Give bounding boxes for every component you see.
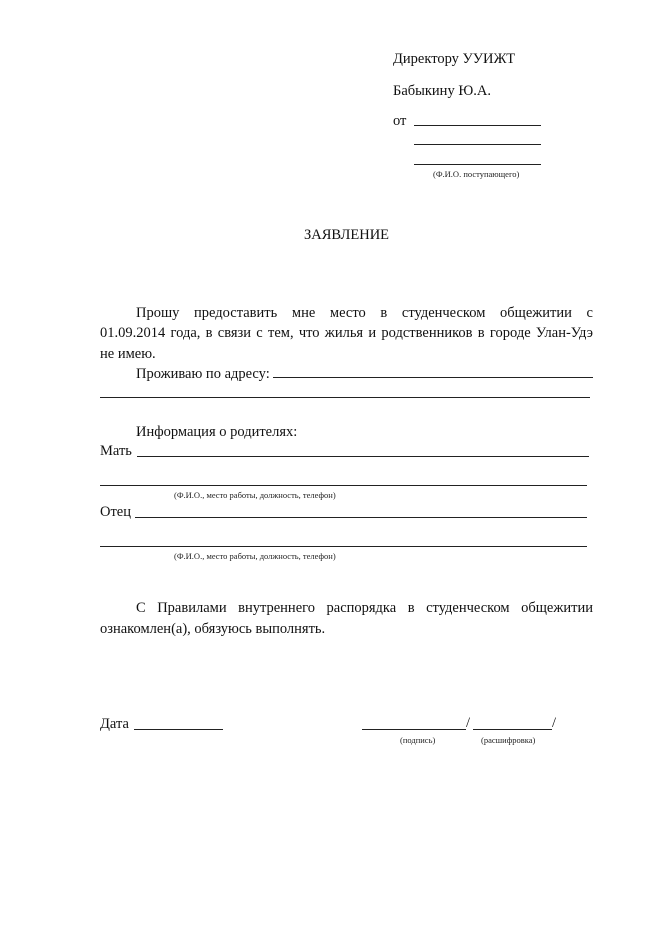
decoding-slash: / <box>552 715 557 731</box>
document-title: ЗАЯВЛЕНИЕ <box>304 227 390 243</box>
date-blank <box>134 729 223 730</box>
addressee-line-2: Бабыкину Ю.А. <box>393 83 491 99</box>
father-label: Отец <box>100 504 132 520</box>
decoding-blank <box>473 729 552 730</box>
address-blank-1 <box>273 377 593 378</box>
father-caption: (Ф.И.О., место работы, должность, телефон) <box>174 551 336 561</box>
from-blank-1 <box>414 125 541 126</box>
father-blank-2 <box>100 546 587 547</box>
from-blank-3 <box>414 164 541 165</box>
rules-line-2: ознакомлен(а), обязуюсь выполнять. <box>100 621 326 637</box>
request-line-3: не имею. <box>100 346 156 362</box>
mother-label: Мать <box>100 443 132 459</box>
mother-caption: (Ф.И.О., место работы, должность, телефон) <box>174 490 336 500</box>
from-blank-2 <box>414 144 541 145</box>
mother-blank-1 <box>137 456 589 457</box>
request-line-2: 01.09.2014 года, в связи с тем, что жилья и родственников в городе Улан-Удэ <box>100 325 593 341</box>
decoding-caption: (расшифровка) <box>481 735 536 745</box>
signature-caption: (подпись) <box>400 735 436 745</box>
rules-line-1: С Правилами внутреннего распорядка в студенческом общежитии <box>136 600 593 616</box>
parents-heading: Информация о родителях: <box>136 424 298 440</box>
from-label: от <box>393 113 407 129</box>
from-caption: (Ф.И.О. поступающего) <box>433 169 520 179</box>
mother-blank-2 <box>100 485 587 486</box>
addressee-line-1: Директору УУИЖТ <box>393 51 516 67</box>
signature-slash: / <box>466 715 471 731</box>
signature-blank <box>362 729 466 730</box>
date-label: Дата <box>100 716 129 732</box>
father-blank-1 <box>135 517 587 518</box>
request-line-1: Прошу предоставить мне место в студенческом общежитии с <box>136 305 593 321</box>
address-blank-2 <box>100 397 590 398</box>
address-label: Проживаю по адресу: <box>136 366 270 382</box>
